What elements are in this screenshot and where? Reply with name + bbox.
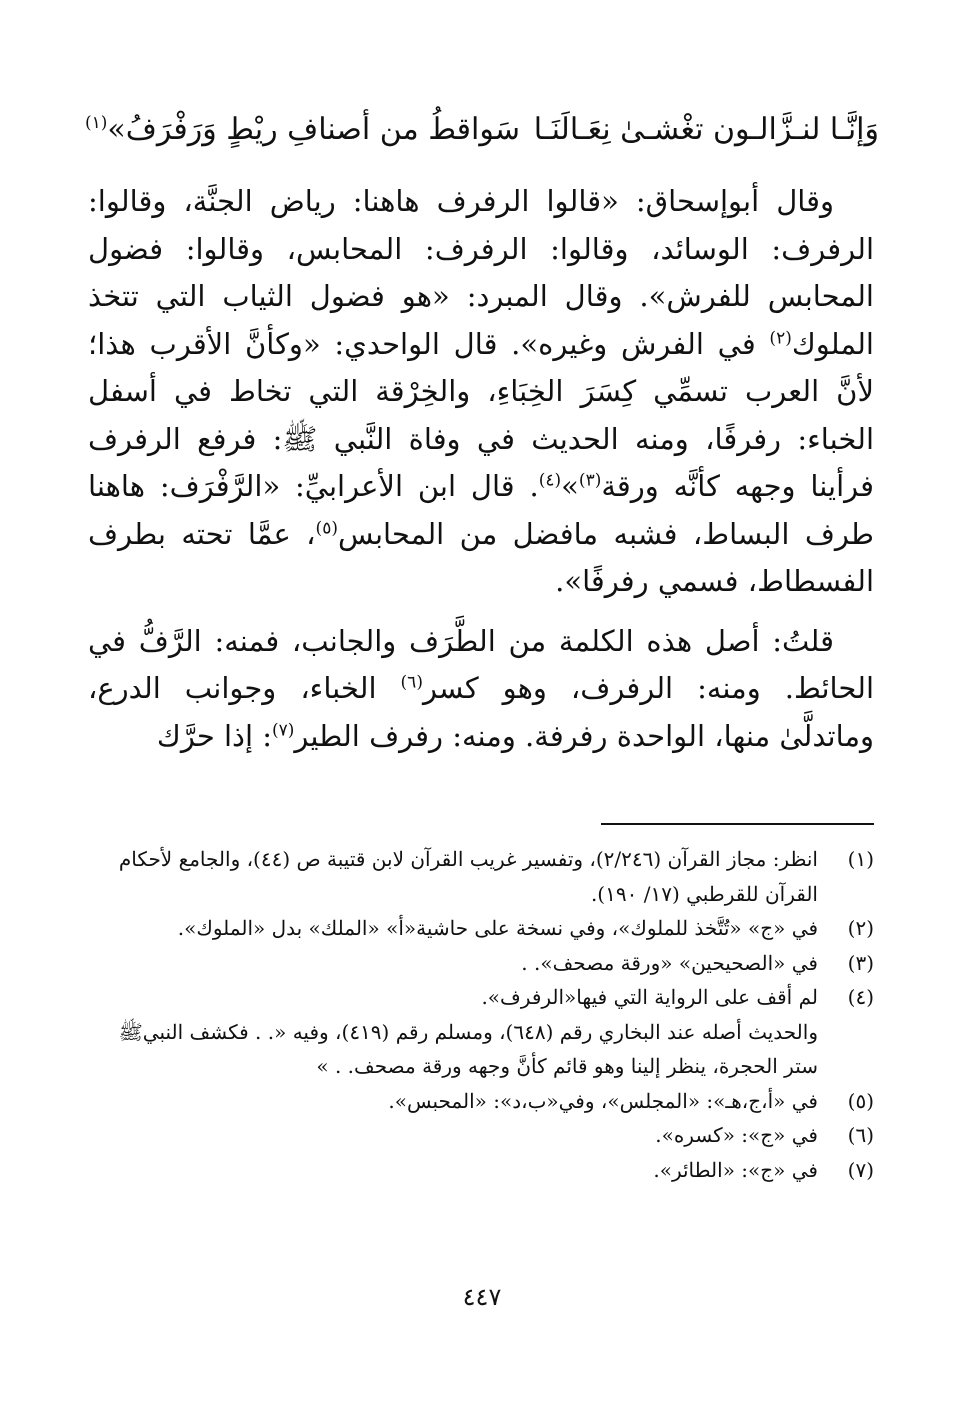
paragraph-text: ، عمَّا تحته بطرف الفسطاط، فسمي رفرفًا». — [88, 516, 874, 598]
paragraph-text: في الفرش وغيره». قال الواحدي: «وكأنَّ الأقرب هذا؛ لأنَّ العرب تسمِّي كِسَرَ الخِبَاءِ، والخِرْقة التي تخاط في أسفل الخباء: رفرفًا، ومنه الحديث في وفاة النَّبي ﷺ: فرفع الرفرف فرأينا وجهه كأنَّه ورقة — [88, 326, 874, 503]
footnote-marker[interactable]: (١) — [85, 113, 108, 133]
footnote-marker[interactable]: (٧) — [272, 719, 295, 740]
footnote — [90, 1153, 874, 1188]
paragraph-text: » — [561, 469, 579, 503]
paragraph-text: وقال أبوإسحاق: «قالوا الرفرف هاهنا: رياض الجنَّة، وقالوا: الرفرف: الوسائد، وقالوا: الرفرف: المحابس، وقالوا: فضول المحابس للفرش». وقال المبرد: «هو فضول الثياب التي تتخذ الملوك — [88, 184, 874, 361]
footnote — [90, 1118, 874, 1153]
footnote-marker[interactable]: (٣) — [578, 470, 602, 491]
footnotes — [90, 842, 874, 1187]
paragraph-text: الخباء، وجوانب الدرع، وماتدلَّىٰ منها، الواحدة رفرفة. ومنه: رفرف الطير — [88, 671, 874, 753]
footnote-separator — [601, 823, 874, 825]
body-paragraph — [88, 178, 874, 606]
footnote-text: في «ج»: «الطائر». — [653, 1157, 818, 1182]
footnote-number: (٦) — [847, 1123, 874, 1147]
footnote-number: (١) — [847, 847, 874, 871]
footnote-text: في «الصحيحين» «ورقة مصحف». . — [521, 950, 818, 975]
footnote-number: (٥) — [847, 1088, 874, 1113]
body-paragraph — [88, 618, 874, 761]
poetry-verse — [85, 100, 879, 160]
footnote — [90, 1084, 874, 1119]
footnote-text: في «ج» «تُتَّخذ للملوك»، وفي نسخة على حاشية«أ» «الملك» بدل «الملوك». — [177, 916, 818, 940]
verse-first-hemistich: وَإنَّـا لنـزَّالـون تغْشـىٰ نِعَـالَنَـا — [533, 112, 879, 147]
footnote-marker[interactable]: (٥) — [315, 517, 338, 538]
footnote-4-continuation: والحديث أصله عند البخاري رقم (٦٤٨)، ومسلم رقم (٤١٩)، وفيه «. . فكشف النبيﷺ ستر الحجرة، ينظر إلينا وهو قائم كأنَّ وجهه ورقة مصحف. . » — [118, 1019, 818, 1078]
footnote — [90, 842, 874, 911]
verse-second-hemistich — [85, 100, 520, 160]
footnote-number: (٢) — [847, 916, 874, 940]
paragraph-text: . قال ابن الأعرابيِّ: «الرَّفْرَف: هاهنا طرف البساط، فشبه مافضل من المحابس — [88, 469, 874, 551]
paragraph-text: قلتُ: أصل هذه الكلمة من الطَّرَف والجانب، فمنه: الرَّفُّ في الحائط. ومنه: الرفرف، وهو كسر — [88, 623, 874, 705]
footnote-number: (٧) — [847, 1157, 874, 1182]
page-number: ٤٤٧ — [462, 1283, 502, 1311]
footnote-text: انظر: مجاز القرآن (٢/٢٤٦)، وتفسير غريب القرآن لابن قتيبة ص (٤٤)، والجامع لأحكام القرآن للقرطبي (١٧/ ١٩٠). — [118, 847, 818, 906]
paragraph-text: : إذا حرَّك — [156, 718, 272, 753]
main-text — [88, 178, 874, 760]
verse-second-hemistich-text: سَواقطُ من أصنافِ ريْطٍ وَرَفْرَفُ» — [107, 112, 520, 147]
footnote-number: (٤) — [847, 985, 874, 1009]
footnote-text: في «ج»: «كسره». — [655, 1123, 818, 1147]
footnote-text: في «أ،ج،هـ»: «المجلس»، وفي«ب،د»: «المحبس». — [388, 1088, 818, 1113]
footnote — [90, 980, 874, 1015]
footnote-marker[interactable]: (٦) — [400, 672, 423, 693]
footnote — [90, 911, 874, 946]
footnote-marker[interactable]: (٤) — [538, 470, 562, 491]
footnote — [90, 946, 874, 981]
footnote-text: لم أقف على الرواية التي فيها«الرفرف». — [481, 985, 818, 1009]
footnote-number: (٣) — [847, 950, 874, 975]
footnote-marker[interactable]: (٢) — [769, 327, 792, 348]
